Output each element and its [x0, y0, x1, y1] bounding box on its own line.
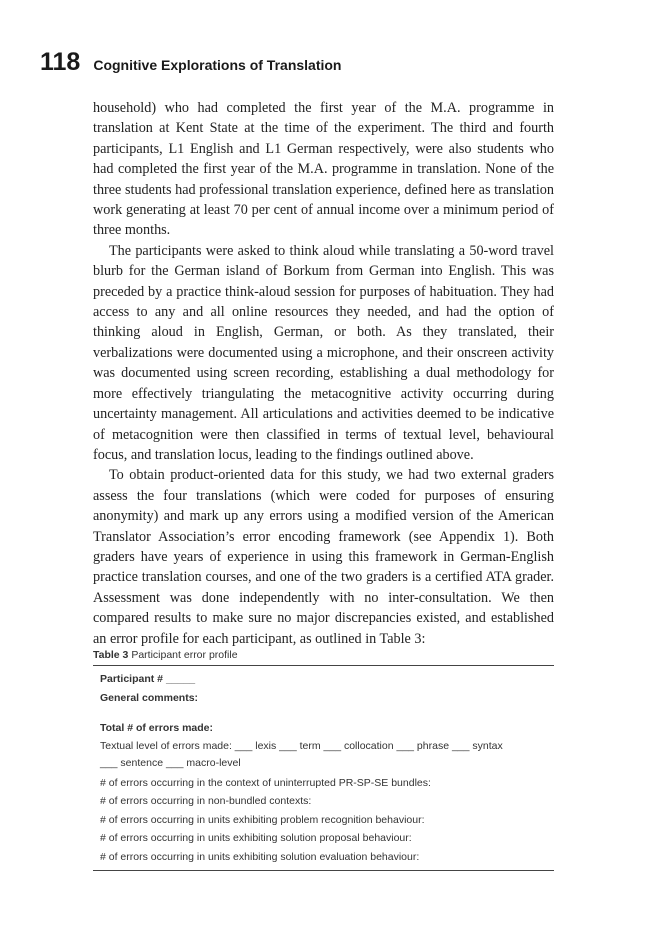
textual-level-line-1: Textual level of errors made: ___ lexis ___ term ___ collocation ___ phrase ___ syntax	[100, 739, 503, 752]
table-row-total-errors: Total # of errors made:	[100, 722, 213, 734]
page-number: 118	[40, 48, 81, 76]
table-caption-label: Table 3	[93, 649, 129, 661]
table-body	[93, 665, 554, 871]
table-row-solution-proposal: # of errors occurring in units exhibiting solution proposal behaviour:	[100, 832, 412, 844]
running-title: Cognitive Explorations of Translation	[93, 57, 342, 73]
table-row-textual-level	[93, 738, 554, 774]
body-text	[93, 98, 554, 649]
table-row-problem-recognition: # of errors occurring in units exhibiting problem recognition behaviour:	[100, 813, 425, 826]
table-row-general-comments: General comments:	[100, 691, 199, 704]
paragraph: household) who had completed the first year of the M.A. programme in translation at Kent State at the time of the experiment. The third and fourth participants, L1 English and L1 German respectively, were also students who had completed the first year of the M.A. programme in translation. None of the three students had professional translation experience, defined here as translation work generating at least 70 per cent of annual income over a minimum period of three months.	[93, 100, 554, 239]
paragraph: The participants were asked to think aloud while translating a 50-word travel blurb for the German island of Borkum from German into English. This was preceded by a practice think-aloud session for purposes of habituation. They had access to any and all online resources they needed, and had the option of thinking aloud in English, German, or both. As they translated, their verbalizations were documented using a microphone, and their onscreen activity was documented using screen recording, establishing a dual methodology for more effectively triangulating the metacognitive activity occurring during uncertainty management. All articulations and activities deemed to be indicative of metacognition were then classified in terms of textual level, behavioural focus, and translation locus, leading to the findings outlined above.	[93, 242, 554, 463]
table-caption-text: Participant error profile	[131, 649, 238, 661]
table-row-solution-evaluation: # of errors occurring in units exhibiting solution evaluation behaviour:	[100, 850, 420, 863]
textual-level-line-2: ___ sentence ___ macro-level	[100, 756, 241, 769]
table-row-non-bundled: # of errors occurring in non-bundled contexts:	[100, 795, 312, 807]
table-spacer	[93, 707, 554, 719]
table-row-participant: Participant # _____	[100, 673, 196, 685]
table-row-bundles: # of errors occurring in the context of uninterrupted PR-SP-SE bundles:	[100, 776, 431, 789]
paragraph: To obtain product-oriented data for this study, we had two external graders assess the four translations (which were coded for purposes of ensuring anonymity) and mark up any errors using a modified version of the American Translator Association’s error encoding framework (see Appendix 1). Both graders have years of experience in using this framework in German-English practice translation courses, and one of the two graders is a certified ATA grader. Assessment was done independently with no inter-consultation. We then compared results to make sure no major discrepancies existed, and established an error profile for each participant, as outlined in Table 3:	[93, 467, 554, 647]
page-header	[40, 48, 341, 77]
error-profile-table	[93, 648, 554, 871]
table-caption	[93, 648, 554, 662]
